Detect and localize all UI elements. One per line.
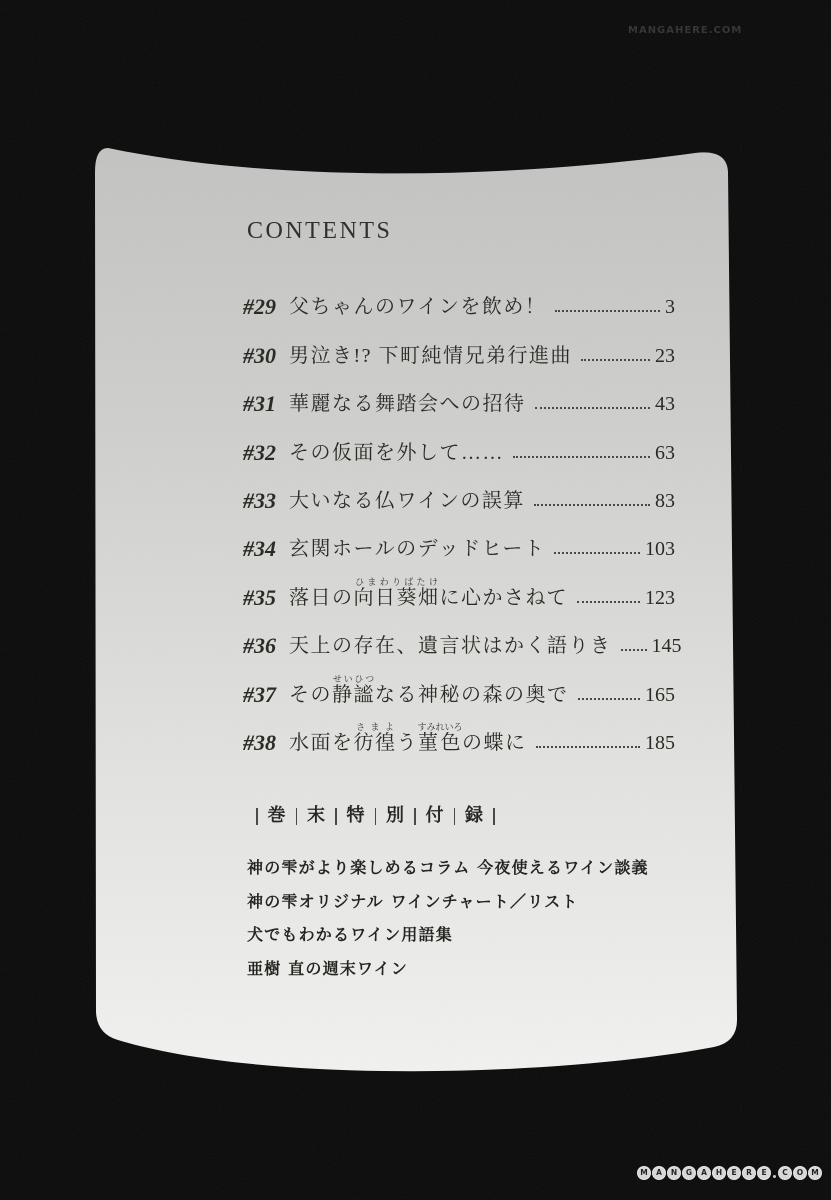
chapter-number: #30 — [243, 342, 276, 368]
watermark-gear-letter-icon: A — [652, 1166, 666, 1180]
watermark-gear-letter-icon: N — [667, 1166, 681, 1180]
dot-leader — [536, 746, 640, 748]
chapter-title: 玄関ホールのデッドヒート — [289, 538, 546, 561]
page-number: 165 — [645, 683, 675, 706]
dot-leader — [581, 359, 650, 361]
appendix-header-char: 付 — [425, 805, 444, 826]
toc-row — [243, 562, 675, 610]
toc-row — [243, 417, 675, 465]
toc-row — [243, 708, 675, 756]
watermark-gear-letter-icon: M — [808, 1166, 822, 1180]
appendix-header-char: 巻 — [267, 805, 286, 826]
page-number: 63 — [655, 441, 675, 464]
chapter-number: #31 — [243, 391, 276, 417]
chapter-title: 父ちゃんのワインを飲め！ — [289, 296, 547, 319]
separator-bar — [454, 808, 456, 825]
appendix-header-char: 録 — [465, 805, 483, 826]
watermark-gear-letter-icon: A — [697, 1166, 711, 1180]
toc-row — [243, 369, 675, 417]
watermark-gear-letter-icon: E — [757, 1166, 771, 1180]
page-number: 123 — [645, 586, 675, 609]
watermark-gear-letter-icon: E — [727, 1166, 741, 1180]
page-number: 185 — [645, 731, 675, 754]
watermark-gear-letter-icon: G — [682, 1166, 696, 1180]
chapter-number: #35 — [243, 584, 276, 610]
chapter-title: 天上の存在、遺言状はかく語りき — [289, 635, 612, 658]
page-number: 43 — [655, 393, 675, 416]
watermark-gear-letter-icon: H — [712, 1166, 726, 1180]
dot-leader — [577, 601, 640, 603]
dot-leader — [535, 407, 651, 409]
toc-row — [243, 659, 675, 707]
chapter-number: #33 — [243, 487, 276, 513]
chapter-title: その静謐せいひつなる神秘の森の奥で — [289, 674, 569, 706]
page-number: 23 — [655, 344, 675, 367]
toc-list — [243, 272, 682, 756]
appendix-header-char: 末 — [307, 805, 325, 826]
chapter-title-ruby: 彷徨さまよ — [353, 722, 397, 754]
watermark-period-icon — [773, 1175, 776, 1178]
chapter-title-ruby: 菫色すみれいろ — [417, 722, 463, 754]
chapter-title-ruby: 静謐せいひつ — [332, 674, 375, 706]
toc-row — [243, 272, 675, 320]
chapter-title: 落日の向日葵畑ひまわりばたけに心かさねて — [289, 577, 568, 609]
chapter-title: その仮面を外して…… — [289, 441, 504, 464]
watermark-gear-letter-icon: O — [793, 1166, 807, 1180]
page-number: 83 — [655, 489, 675, 512]
dot-leader — [555, 310, 660, 312]
chapter-number: #36 — [243, 633, 276, 659]
chapter-number: #32 — [243, 439, 276, 465]
toc-row — [243, 514, 675, 562]
appendix-header — [246, 804, 505, 828]
appendix-items — [247, 850, 649, 984]
watermark-bottom — [637, 1166, 822, 1180]
appendix-item: 犬でもわかるワイン用語集 — [247, 925, 453, 945]
page-number: 3 — [665, 296, 675, 319]
watermark-gear-letter-icon: R — [742, 1166, 756, 1180]
chapter-title: 水面を彷徨さまよう菫色すみれいろの蝶に — [289, 722, 527, 754]
chapter-title: 華麗なる舞踏会への招待 — [289, 393, 526, 416]
chapter-number: #34 — [243, 536, 276, 562]
watermark-top: MANGAHERE.COM — [628, 25, 743, 36]
separator-bar — [493, 808, 495, 825]
watermark-gear-letter-icon: C — [778, 1166, 792, 1180]
chapter-number: #38 — [243, 729, 276, 755]
toc-row — [243, 611, 682, 659]
watermark-gear-letter-icon: M — [637, 1166, 651, 1180]
chapter-title-ruby: 向日葵畑ひまわりばたけ — [353, 577, 440, 609]
dot-leader — [578, 698, 641, 700]
dot-leader — [621, 649, 647, 651]
appendix-header-char: 別 — [386, 805, 404, 826]
toc-row — [243, 466, 675, 514]
dot-leader — [534, 504, 650, 506]
appendix-item: 神の雫オリジナル ワインチャート／リスト — [247, 891, 579, 911]
appendix-item: 亜樹 直の週末ワイン — [247, 958, 409, 978]
separator-bar — [414, 808, 416, 825]
chapter-number: #37 — [243, 681, 276, 707]
contents-heading: CONTENTS — [247, 218, 393, 244]
dot-leader — [513, 456, 650, 458]
separator-bar — [296, 808, 298, 825]
appendix-item: 神の雫がより楽しめるコラム 今夜使えるワイン談義 — [247, 858, 649, 878]
chapter-title: 男泣き!? 下町純情兄弟行進曲 — [289, 344, 573, 367]
page-number: 145 — [651, 635, 682, 658]
chapter-number: #29 — [243, 294, 276, 320]
dot-leader — [554, 552, 640, 554]
toc-row — [243, 320, 675, 368]
page-number: 103 — [645, 538, 675, 561]
separator-bar — [335, 808, 337, 825]
chapter-title: 大いなる仏ワインの誤算 — [289, 489, 525, 512]
appendix-header-char: 特 — [346, 805, 365, 826]
separator-bar — [375, 808, 377, 825]
separator-bar — [256, 808, 258, 825]
